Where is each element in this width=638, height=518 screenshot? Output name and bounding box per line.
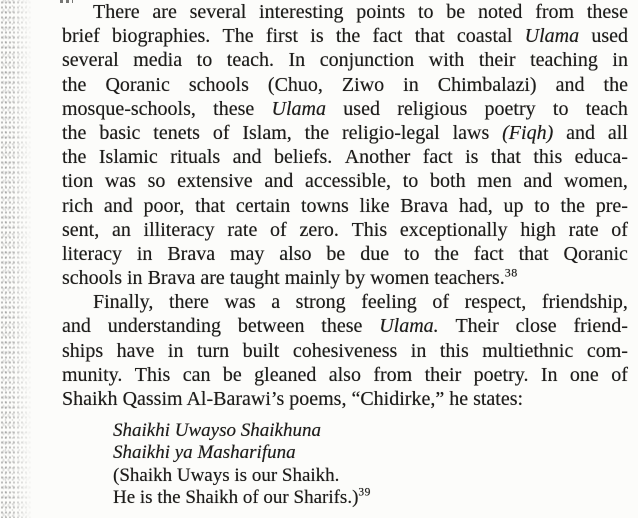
word: have (116, 339, 155, 362)
word: that (195, 194, 226, 217)
word: zero. (299, 218, 339, 241)
word: Masharifuna (197, 442, 296, 464)
word: fact (422, 146, 453, 169)
word: and (555, 73, 585, 96)
word: Shaikh. (281, 464, 340, 486)
word: poetry. (473, 363, 529, 386)
word: poor, (143, 194, 185, 217)
word: understanding (107, 315, 222, 338)
word: feeling (361, 291, 417, 314)
word: schools (62, 267, 122, 290)
word: Ulama (524, 25, 580, 48)
word: our (263, 486, 289, 508)
word: poems, (289, 388, 347, 410)
word: beliefs. (273, 146, 333, 169)
text-line (62, 363, 628, 387)
word: he (449, 388, 469, 410)
word: in (127, 267, 143, 290)
word: media (133, 49, 183, 72)
word: between (237, 315, 305, 338)
word: to (417, 1, 434, 23)
word: from (373, 363, 413, 386)
word: also (328, 363, 361, 386)
word: from (535, 1, 575, 23)
word: due (360, 242, 390, 265)
word: Ulama (271, 97, 326, 120)
word: Finally, (93, 291, 154, 314)
word: teaching (530, 49, 598, 72)
word: coastal (456, 25, 513, 48)
word: in (136, 242, 153, 265)
word: Uways (176, 464, 230, 486)
word: both (430, 170, 466, 193)
word: had, (458, 194, 493, 217)
text-line (62, 0, 628, 24)
word: Islam, (242, 121, 292, 144)
word: there (168, 291, 209, 314)
word: of (270, 218, 287, 241)
word: the (62, 73, 87, 96)
word: and (62, 315, 91, 338)
word: a (271, 291, 281, 314)
word: all (607, 121, 628, 144)
word: and (103, 194, 133, 217)
word: He (113, 486, 136, 508)
text-line (62, 242, 628, 266)
word: Brava (147, 267, 196, 290)
word: up (503, 194, 524, 217)
text-line (62, 145, 628, 169)
word: There (93, 1, 140, 23)
word: tion (62, 170, 94, 193)
word: their (478, 49, 516, 72)
word: in (612, 49, 628, 72)
word: the (434, 242, 459, 265)
word: to (552, 97, 569, 120)
word: rituals (170, 146, 221, 169)
text-line (62, 169, 628, 193)
word: these (586, 1, 628, 23)
text-line (62, 194, 628, 218)
word: are (200, 267, 225, 290)
text-line (62, 121, 628, 145)
word: and (264, 170, 294, 193)
word: Chimbalazi) (437, 73, 537, 96)
word: these (213, 97, 255, 120)
word: educa- (574, 146, 628, 169)
word: that (490, 146, 521, 169)
word: one (569, 363, 599, 386)
word: states: (473, 388, 524, 410)
word: to (403, 242, 420, 265)
word: munity. (62, 363, 123, 386)
word: ships (62, 339, 104, 362)
text-line (62, 314, 628, 338)
word: exceptionally (399, 218, 508, 241)
word: points (356, 1, 406, 23)
word: mainly (284, 267, 341, 290)
word: conjunction (319, 49, 415, 72)
word: respect, (464, 291, 527, 314)
word: the (603, 73, 628, 96)
word: interesting (259, 1, 344, 23)
word: of (212, 121, 230, 144)
word: several (189, 1, 247, 23)
word: rate (227, 218, 258, 241)
word: in (403, 73, 419, 96)
text-line (62, 48, 628, 72)
word: high (520, 218, 556, 241)
word: can (182, 363, 211, 386)
word: be (222, 363, 242, 386)
word: to (534, 194, 550, 217)
word: in (410, 339, 427, 362)
body-text-block (62, 0, 628, 411)
word: the (157, 486, 181, 508)
word: multiethnic (482, 339, 574, 362)
word: extensive (177, 170, 253, 193)
footnote-reference: 38 (504, 265, 518, 280)
word: illiteracy (143, 218, 215, 241)
word: Ulama. (379, 315, 439, 338)
word: teach. (226, 49, 274, 72)
word: that (414, 25, 445, 48)
word: is (465, 146, 479, 169)
word: Sharifs.)$^{39}$ (293, 486, 371, 508)
word: fact (372, 25, 403, 48)
word: and (232, 146, 262, 169)
word: rate (568, 218, 599, 241)
word: several (62, 49, 119, 72)
word: schools (188, 73, 249, 96)
word: this (439, 339, 469, 362)
word: friendship, (541, 291, 628, 314)
word: taught (229, 267, 280, 290)
word: Shaikh (62, 388, 118, 410)
word: an (111, 218, 131, 241)
word: certain (235, 194, 291, 217)
word: the (335, 25, 361, 48)
word: Qassim (122, 388, 183, 410)
word: women, (564, 170, 628, 193)
word: In (288, 49, 306, 72)
word: pre- (595, 194, 628, 217)
word: of (611, 363, 628, 386)
word: The (222, 25, 254, 48)
word: our (251, 464, 278, 486)
text-line (62, 218, 628, 242)
word: basic (99, 121, 141, 144)
word: to (402, 170, 419, 193)
word: Qoranic (105, 73, 170, 96)
word: noted (477, 1, 523, 23)
word: (Chuo, (267, 73, 323, 96)
text-line (113, 487, 371, 509)
word: Uwayso (174, 420, 236, 441)
word: accessible, (304, 170, 392, 193)
word: of (242, 486, 259, 508)
word: the (62, 121, 87, 144)
word: with (428, 49, 465, 72)
word: gleaned (254, 363, 317, 386)
word: friend- (573, 315, 628, 338)
word: be (326, 242, 346, 265)
text-line (113, 465, 371, 487)
word: of (611, 218, 628, 241)
word: Another (344, 146, 411, 169)
word: This (134, 363, 171, 386)
text-line (113, 420, 371, 442)
word: (Fiqh) (502, 121, 554, 144)
text-line (62, 339, 628, 363)
word: used (591, 25, 628, 48)
word: Shaikhi (113, 442, 170, 464)
word: laws (452, 121, 490, 144)
poem-block (113, 420, 371, 509)
word: built (242, 339, 280, 362)
word: to (196, 49, 213, 72)
word: fact (473, 242, 504, 265)
word: that (518, 242, 549, 265)
text-line (62, 97, 628, 121)
word: was (104, 170, 136, 193)
word: is (139, 486, 153, 508)
word: used (343, 97, 380, 120)
word: like (359, 194, 390, 217)
word: the (560, 194, 585, 217)
text-line (62, 290, 628, 314)
word: Ziwo (341, 73, 385, 96)
word: Brava (400, 194, 449, 217)
word: Shaikhi (113, 420, 170, 441)
footnote-reference: 39 (358, 486, 371, 499)
word: This (351, 218, 388, 241)
word: Their (455, 315, 499, 338)
word: towns (301, 194, 349, 217)
word: is (234, 464, 248, 486)
word: is (310, 25, 324, 48)
word: tenets (153, 121, 200, 144)
word: strong (295, 291, 346, 314)
word: their (424, 363, 462, 386)
word: this (533, 146, 563, 169)
word: Shaikh (185, 486, 239, 508)
word: In (540, 363, 558, 386)
word: religious (397, 97, 468, 120)
word: Qoranic (563, 242, 628, 265)
word: Shaikhuna (240, 420, 321, 441)
word: sent, (62, 218, 100, 241)
word: “Chidirke,” (351, 388, 445, 410)
word: of (432, 291, 450, 314)
word: com- (586, 339, 628, 362)
word: men (477, 170, 512, 193)
text-line (62, 24, 628, 48)
word: rich (62, 194, 94, 217)
word: biographies. (111, 25, 211, 48)
word: was (224, 291, 256, 314)
text-line (62, 387, 628, 411)
word: first (265, 25, 299, 48)
word: ya (174, 442, 193, 464)
word: Al-Barawi’s (186, 388, 285, 410)
text-line (113, 442, 371, 464)
word: the (62, 146, 87, 169)
page-gutter-texture (0, 0, 36, 518)
word: cohesiveness (292, 339, 398, 362)
word: these (321, 315, 363, 338)
word: also (279, 242, 312, 265)
word: in (167, 339, 184, 362)
word: so (147, 170, 166, 193)
word: may (229, 242, 265, 265)
word: and (523, 170, 553, 193)
word: (Shaikh (113, 464, 173, 486)
word: by (345, 267, 366, 290)
word: Islamic (98, 146, 158, 169)
word: mosque-schools, (62, 97, 196, 120)
word: literacy (62, 242, 122, 265)
word: the (304, 121, 330, 144)
text-line (62, 73, 628, 97)
word: are (152, 1, 177, 23)
word: poetry (484, 97, 536, 120)
word: close (515, 315, 557, 338)
word: women (370, 267, 430, 290)
word: teach (585, 97, 628, 120)
word: religio-legal (341, 121, 440, 144)
word: Brava (167, 242, 216, 265)
word: teachers.$^{38}$ (434, 265, 518, 290)
word: and (566, 121, 595, 144)
word: be (446, 1, 466, 23)
word: brief (62, 25, 100, 48)
text-line (62, 266, 628, 290)
word: turn (196, 339, 230, 362)
